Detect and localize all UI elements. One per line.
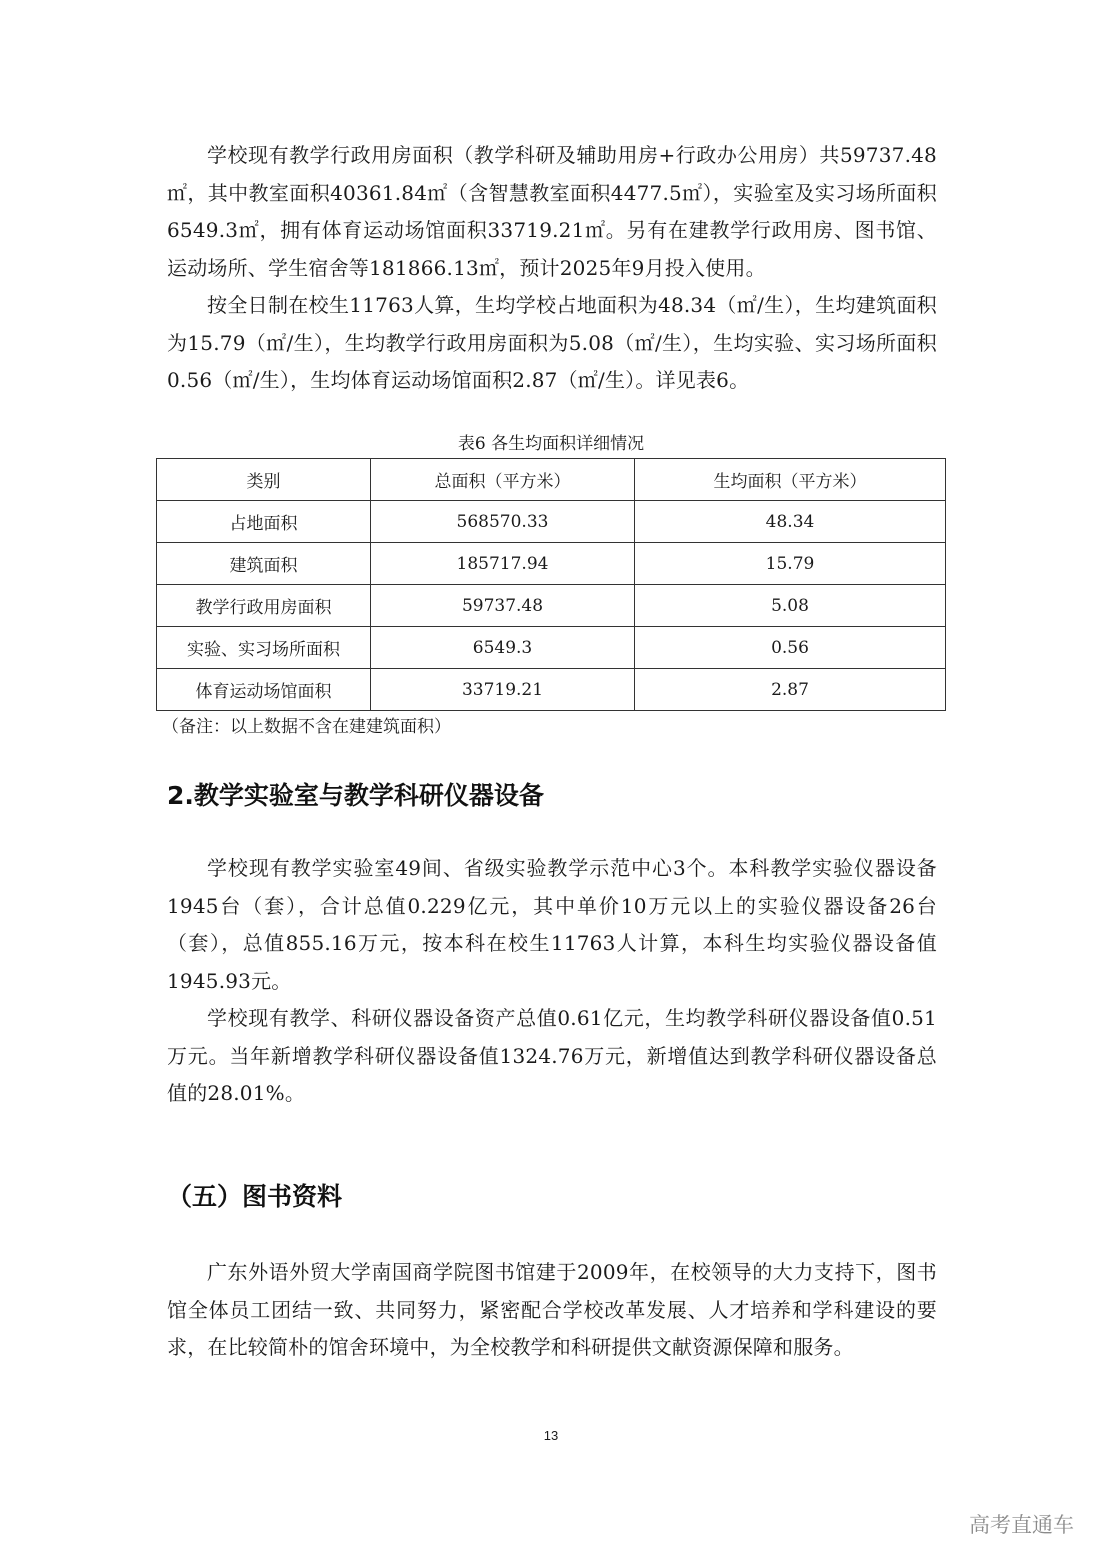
- cell-total-area: 568570.33: [371, 501, 635, 543]
- cell-per-student-area: 0.56: [635, 627, 946, 669]
- paragraph-equipment-assets: 学校现有教学、科研仪器设备资产总值0.61亿元，生均教学科研仪器设备值0.51万元。当年新增教学科研仪器设备值1324.76万元，新增值达到教学科研仪器设备总值的28.01%。: [167, 1006, 937, 1105]
- table-note: （备注：以上数据不含在建建筑面积）: [162, 717, 451, 737]
- cell-category: 建筑面积: [157, 543, 371, 585]
- cell-total-area: 33719.21: [371, 669, 635, 711]
- page-number: 13: [543, 1428, 559, 1443]
- paragraph-building-area: 学校现有教学行政用房面积（教学科研及辅助用房+行政办公用房）共59737.48㎡，其中教室面积40361.84㎡（含智慧教室面积4477.5㎡），实验室及实习场所面积6549.3㎡，拥有体育运动场馆面积33719.21㎡。另有在建教学行政用房、图书馆、运动场所、学生宿舍等181866.13㎡，预计2025年9月投入使用。: [167, 143, 937, 280]
- table-row: [157, 627, 946, 669]
- header-category: 类别: [157, 459, 371, 501]
- table-row: [157, 585, 946, 627]
- section-heading-lab-equipment: 2.教学实验室与教学科研仪器设备: [167, 781, 544, 810]
- text-block-lab-equipment: [167, 850, 937, 1113]
- section-heading-library: （五）图书资料: [167, 1182, 343, 1211]
- table-row: [157, 669, 946, 711]
- cell-category: 体育运动场馆面积: [157, 669, 371, 711]
- table-row: [157, 543, 946, 585]
- table-header-row: [157, 459, 946, 501]
- cell-category: 占地面积: [157, 501, 371, 543]
- watermark: 高考直通车: [969, 1513, 1074, 1537]
- table-caption: 表6 各生均面积详细情况: [457, 434, 645, 454]
- cell-per-student-area: 48.34: [635, 501, 946, 543]
- cell-per-student-area: 15.79: [635, 543, 946, 585]
- cell-per-student-area: 5.08: [635, 585, 946, 627]
- paragraph-labs: 学校现有教学实验室49间、省级实验教学示范中心3个。本科教学实验仪器设备1945台（套），合计总值0.229亿元，其中单价10万元以上的实验仪器设备26台（套），总值855.16万元，按本科在校生11763人计算，本科生均实验仪器设备值1945.93元。: [167, 856, 937, 993]
- text-block-facilities: [167, 137, 937, 400]
- cell-total-area: 185717.94: [371, 543, 635, 585]
- paragraph-per-student-area: 按全日制在校生11763人算，生均学校占地面积为48.34（㎡/生），生均建筑面积为15.79（㎡/生），生均教学行政用房面积为5.08（㎡/生），生均实验、实习场所面积0.56（㎡/生），生均体育运动场馆面积2.87（㎡/生）。详见表6。: [167, 293, 937, 392]
- cell-per-student-area: 2.87: [635, 669, 946, 711]
- area-table: [156, 458, 946, 711]
- paragraph-library: 广东外语外贸大学南国商学院图书馆建于2009年，在校领导的大力支持下，图书馆全体员工团结一致、共同努力，紧密配合学校改革发展、人才培养和学科建设的要求，在比较简朴的馆舍环境中，为全校教学和科研提供文献资源保障和服务。: [167, 1260, 937, 1359]
- text-block-library: [167, 1254, 937, 1367]
- header-per-student-area: 生均面积（平方米）: [635, 459, 946, 501]
- cell-total-area: 59737.48: [371, 585, 635, 627]
- cell-total-area: 6549.3: [371, 627, 635, 669]
- table-row: [157, 501, 946, 543]
- header-total-area: 总面积（平方米）: [371, 459, 635, 501]
- cell-category: 教学行政用房面积: [157, 585, 371, 627]
- cell-category: 实验、实习场所面积: [157, 627, 371, 669]
